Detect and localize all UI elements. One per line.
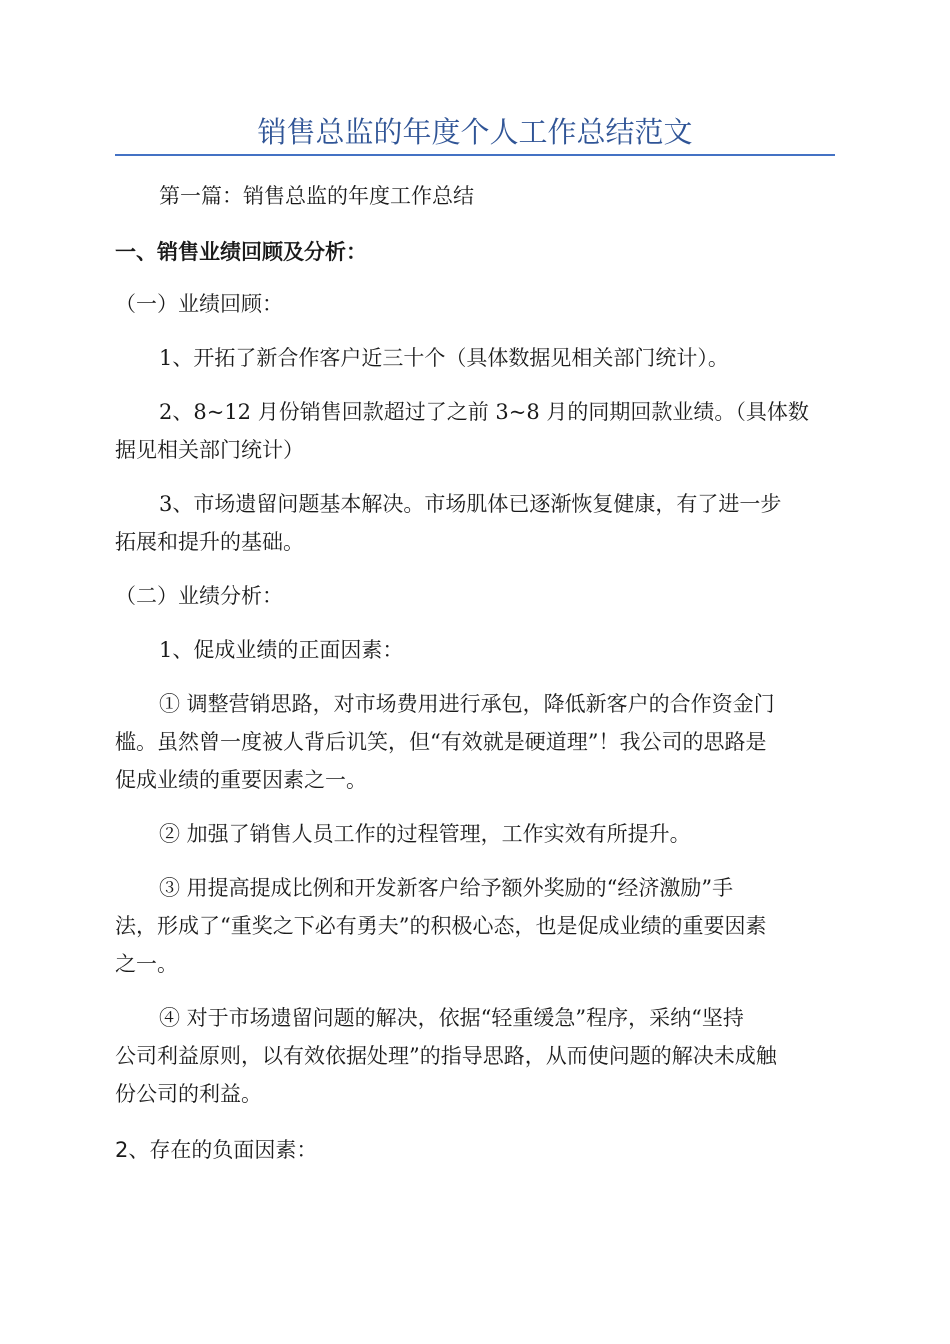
positive-item-3 (115, 869, 835, 983)
part-heading: 第一篇：销售总监的年度工作总结 (159, 184, 474, 208)
negative-heading: 2、存在的负面因素： (115, 1138, 318, 1162)
paragraph-line: 1、开拓了新合作客户近三十个（具体数据见相关部门统计）。 (159, 346, 729, 370)
paragraph-line: 据见相关部门统计） (115, 438, 304, 462)
paragraph-line: 之一。 (115, 952, 178, 976)
title-underline (115, 154, 835, 156)
review-item-3 (115, 485, 835, 561)
paragraph-line: 2、8~12 月份销售回款超过了之前 3~8 月的同期回款业绩。（具体数 (159, 400, 809, 424)
review-item-1 (115, 339, 835, 377)
positive-item-2 (115, 815, 835, 853)
paragraph-line: ④ 对于市场遗留问题的解决，依据“轻重缓急”程序，采纳“坚持 (159, 1006, 744, 1030)
document-title: 销售总监的年度个人工作总结范文 (257, 115, 693, 149)
positive-item-4 (115, 999, 835, 1113)
review-item-2 (115, 393, 835, 469)
section-heading: 一、销售业绩回顾及分析： (115, 240, 367, 264)
subsection-heading: （一）业绩回顾： (115, 292, 283, 316)
paragraph-line: ② 加强了销售人员工作的过程管理，工作实效有所提升。 (159, 822, 691, 846)
positive-item-1 (115, 685, 835, 799)
paragraph-line: ③ 用提高提成比例和开发新客户给予额外奖励的“经济激励”手 (159, 876, 734, 900)
paragraph-line: 法，形成了“重奖之下必有勇夫”的积极心态，也是促成业绩的重要因素 (115, 914, 767, 938)
paragraph-line: 拓展和提升的基础。 (115, 530, 304, 554)
paragraph-line: 3、市场遗留问题基本解决。市场肌体已逐渐恢复健康，有了进一步 (159, 492, 782, 516)
positive-heading: 1、促成业绩的正面因素： (159, 638, 404, 662)
subsection-heading: （二）业绩分析： (115, 584, 283, 608)
paragraph-line: 公司利益原则，以有效依据处理”的指导思路，从而使问题的解决未成触 (115, 1044, 777, 1068)
paragraph-line: 槛。虽然曾一度被人背后讥笑，但“有效就是硬道理”！我公司的思路是 (115, 730, 767, 754)
paragraph-line: 份公司的利益。 (115, 1082, 262, 1106)
paragraph-line: ① 调整营销思路，对市场费用进行承包，降低新客户的合作资金门 (159, 692, 775, 716)
paragraph-line: 促成业绩的重要因素之一。 (115, 768, 367, 792)
